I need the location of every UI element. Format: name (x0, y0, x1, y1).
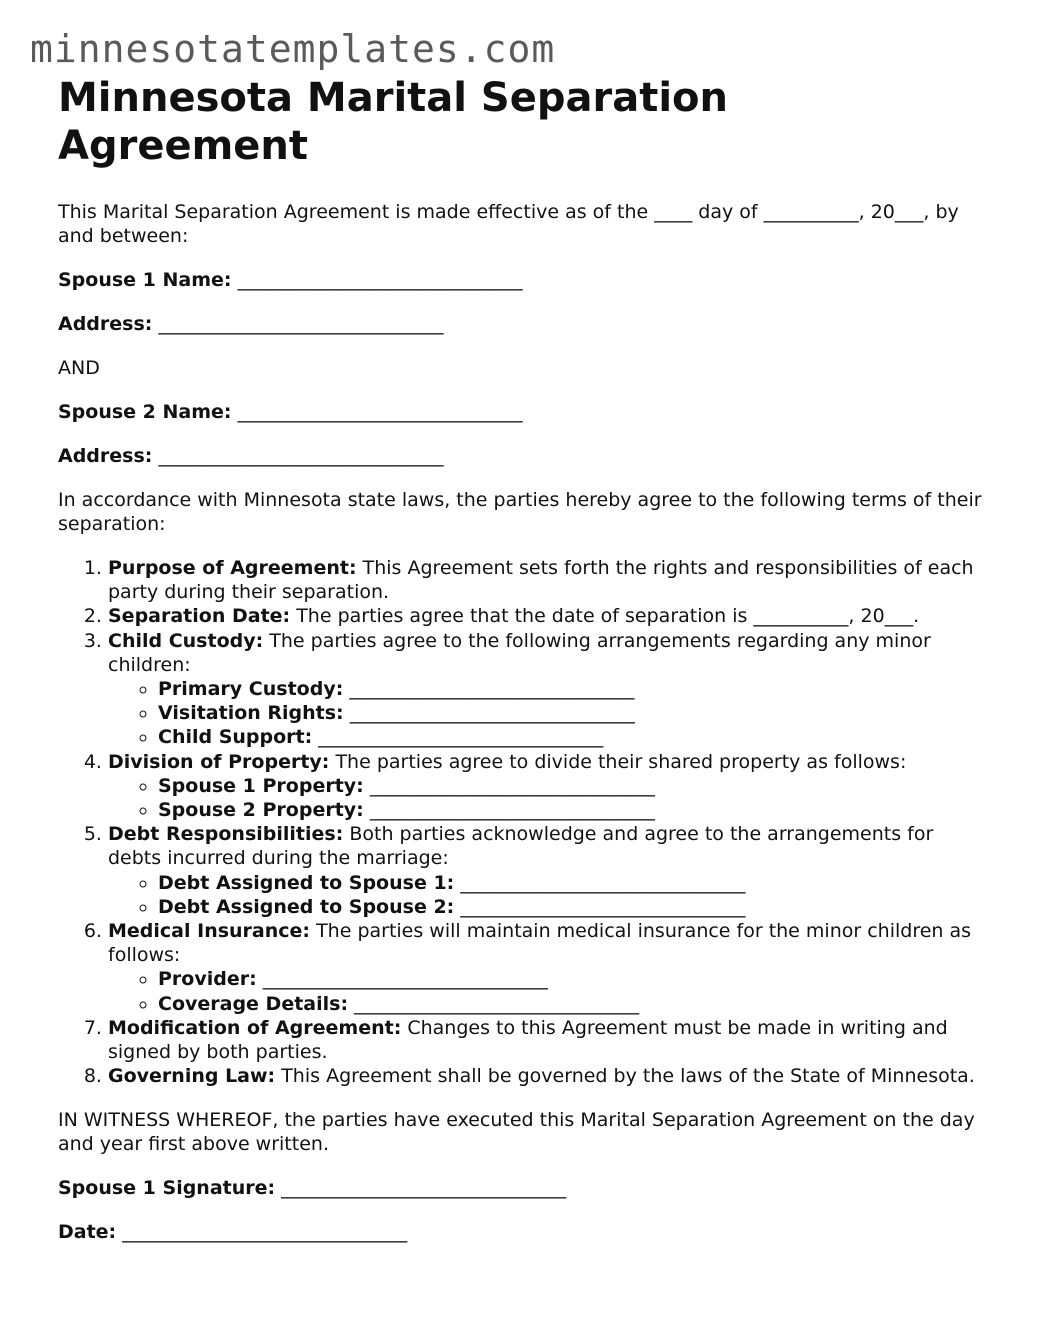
and-separator: AND (58, 357, 100, 379)
date-blank: ______________________________ (122, 1221, 408, 1244)
page-title: Minnesota Marital Separation Agreement (58, 75, 728, 169)
sub-item (158, 992, 988, 1016)
sub-blank: ______________________________ (349, 702, 635, 725)
term-text: The parties will maintain medical insurance for the minor children as follows: (108, 920, 972, 967)
sub-blank: ______________________________ (369, 774, 655, 797)
sub-label: Coverage Details: (158, 992, 349, 1015)
term-text: Changes to this Agreement must be made in writing and signed by both parties. (108, 1016, 948, 1064)
signature-blank: ______________________________ (281, 1177, 567, 1200)
spouse1-address-field (58, 312, 988, 336)
term-text: This Agreement sets forth the rights and responsibilities of each party during their separation. (108, 557, 974, 604)
sub-label: Provider: (158, 968, 257, 991)
sub-list (108, 677, 988, 750)
term-item (108, 1064, 988, 1088)
sub-label: Primary Custody: (158, 678, 344, 701)
spouse1-name-field (58, 268, 988, 292)
sub-blank: ______________________________ (354, 992, 640, 1015)
sub-list (108, 967, 988, 1015)
watermark: minnesotatemplates.com (30, 27, 556, 71)
spouse1-address-blank: ______________________________ (158, 313, 444, 335)
date-field (58, 1220, 988, 1244)
sub-item (158, 895, 988, 919)
term-text: The parties agree to the following arrangements regarding any minor children: (108, 629, 931, 676)
term-label: Division of Property: (108, 750, 330, 773)
sub-label: Visitation Rights: (158, 702, 344, 725)
sub-blank: ______________________________ (318, 726, 604, 749)
sub-blank: ______________________________ (460, 895, 746, 918)
sub-list (108, 871, 988, 919)
term-label: Separation Date: (108, 605, 291, 628)
spouse2-name-field (58, 400, 988, 424)
sub-item (158, 774, 988, 798)
spouse1-name-blank: ______________________________ (237, 269, 523, 291)
term-text: This Agreement shall be governed by the laws of the State of Minnesota. (281, 1065, 975, 1088)
sub-item (158, 677, 988, 701)
term-item (108, 1016, 988, 1064)
sub-label: Spouse 1 Property: (158, 774, 364, 797)
sub-label: Child Support: (158, 726, 313, 749)
sub-item (158, 725, 988, 749)
term-item (108, 556, 988, 604)
sub-blank: ______________________________ (369, 799, 655, 822)
term-text: Both parties acknowledge and agree to the arrangements for debts incurred during the marriage: (108, 823, 934, 870)
witness-paragraph: IN WITNESS WHEREOF, the parties have executed this Marital Separation Agreement on the day and year first above written. (58, 1109, 975, 1156)
term-label: Modification of Agreement: (108, 1016, 402, 1039)
terms-list (58, 556, 988, 1088)
sub-label: Debt Assigned to Spouse 2: (158, 895, 455, 918)
term-label: Governing Law: (108, 1065, 276, 1088)
term-item (108, 750, 988, 823)
spouse1-address-label: Address: (58, 313, 153, 335)
sub-label: Spouse 2 Property: (158, 799, 364, 822)
term-item (108, 604, 988, 628)
term-text: The parties agree that the date of separation is __________, 20___. (296, 605, 920, 628)
term-label: Purpose of Agreement: (108, 557, 357, 579)
spouse2-address-field (58, 444, 988, 468)
sub-blank: ______________________________ (460, 871, 746, 894)
signature-label: Spouse 1 Signature: (58, 1177, 276, 1200)
term-item (108, 822, 988, 919)
term-label: Child Custody: (108, 629, 264, 652)
term-item (108, 919, 988, 1016)
term-item (108, 629, 988, 750)
sub-blank: ______________________________ (349, 678, 635, 701)
date-label: Date: (58, 1221, 117, 1244)
term-label: Debt Responsibilities: (108, 823, 344, 846)
sub-label: Debt Assigned to Spouse 1: (158, 871, 455, 894)
sub-item (158, 798, 988, 822)
sub-blank: ______________________________ (262, 968, 548, 991)
sub-list (108, 774, 988, 822)
document-page (58, 74, 988, 1244)
sub-item (158, 701, 988, 725)
spouse2-address-label: Address: (58, 445, 153, 467)
sub-item (158, 871, 988, 895)
spouse2-name-label: Spouse 2 Name: (58, 401, 232, 423)
spouse2-name-blank: ______________________________ (237, 401, 523, 423)
spouse1-signature-field (58, 1176, 988, 1200)
spouse2-address-blank: ______________________________ (158, 445, 444, 467)
accordance-paragraph: In accordance with Minnesota state laws, the parties hereby agree to the following terms of their separation: (58, 489, 982, 535)
term-text: The parties agree to divide their shared property as follows: (335, 750, 907, 773)
term-label: Medical Insurance: (108, 920, 311, 943)
spouse1-name-label: Spouse 1 Name: (58, 269, 232, 291)
sub-item (158, 967, 988, 991)
intro-paragraph: This Marital Separation Agreement is made effective as of the ____ day of __________, 20___, by and between: (58, 201, 959, 247)
